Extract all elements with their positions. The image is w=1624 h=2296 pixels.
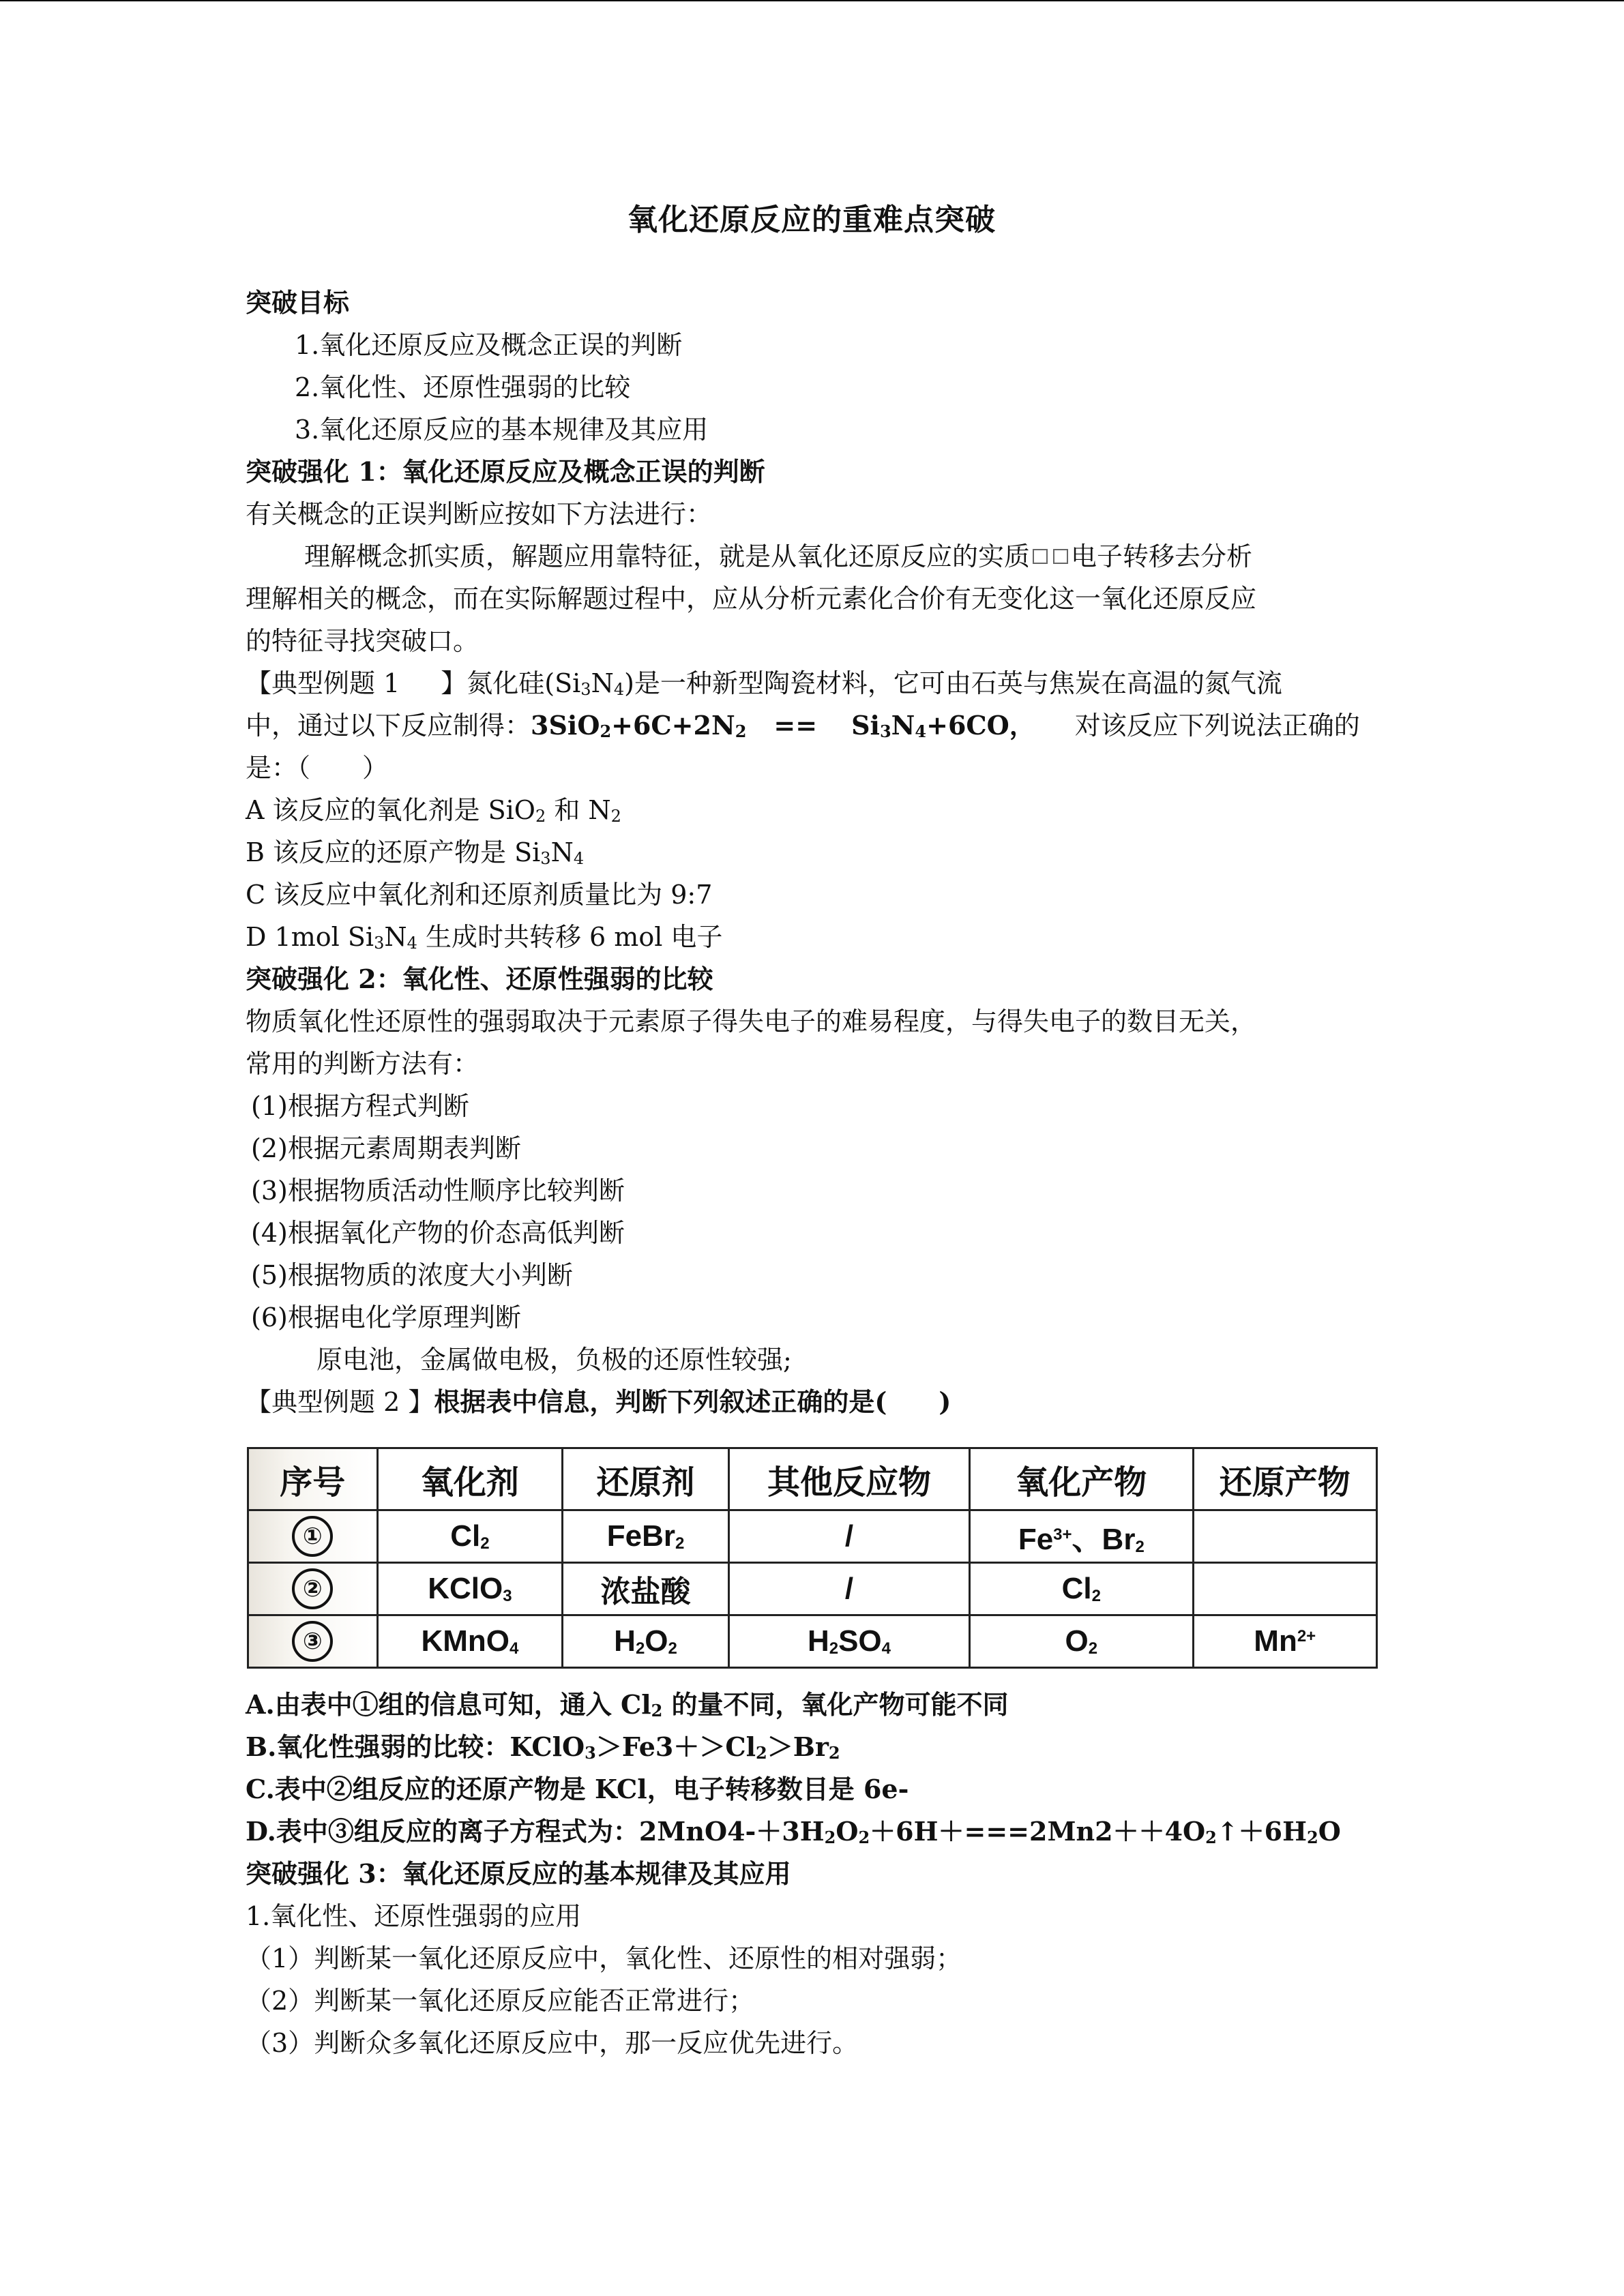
section3-item: （2）判断某一氧化还原反应能否正常进行； bbox=[246, 1986, 755, 2016]
example2-option-d: D.表中③组反应的离子方程式为：$2MnO4-+3H_2O_2+6H+===2Mn2++4O_2↑+6H_2O$ bbox=[246, 1816, 1341, 1847]
example1-label: 】 bbox=[441, 668, 467, 698]
method-item: (6)根据电化学原理判断 bbox=[251, 1302, 521, 1332]
section3-item: （1）判断某一氧化还原反应中，氧化性、还原性的相对强弱； bbox=[246, 1943, 962, 1973]
table-cell-reductant: 浓盐酸 bbox=[563, 1563, 729, 1615]
goal-item: 1.氧化还原反应及概念正误的判断 bbox=[295, 330, 683, 360]
table-header-cell: 还原剂 bbox=[563, 1448, 729, 1510]
section3-heading: 突破强化 3：氧化还原反应的基本规律及其应用 bbox=[246, 1858, 791, 1889]
table-cell-number: ① bbox=[248, 1510, 378, 1563]
section1-intro: 有关概念的正误判断应按如下方法进行： bbox=[246, 499, 713, 529]
example1-line: 中，通过以下反应制得：$3SiO_2+6C+2N_2 == Si_3N_4+6CO$， 对该反应下列说法正确的 bbox=[246, 710, 1360, 741]
example2-option-c: C.表中②组反应的还原产物是 KCl，电子转移数目是 6e- bbox=[246, 1774, 909, 1804]
method-item: (5)根据物质的浓度大小判断 bbox=[251, 1260, 573, 1290]
section2-paragraph-line: 常用的判断方法有： bbox=[246, 1049, 479, 1079]
section1-paragraph-text: 理解概念抓实质，解题应用靠特征，就是从氧化还原反应的实质 bbox=[304, 541, 1031, 571]
example2-option-a: A.由表中①组的信息可知，通入 $Cl_2$ 的量不同，氧化产物可能不同 bbox=[246, 1689, 1009, 1720]
page-title: 氧化还原反应的重难点突破 bbox=[628, 203, 996, 237]
table-header-cell: 氧化剂 bbox=[377, 1448, 563, 1510]
example2-line bbox=[246, 1386, 951, 1418]
example2-question: 根据表中信息，判断下列叙述正确的是( ) bbox=[434, 1386, 951, 1417]
table-cell-reductant: $H_2O_2$ bbox=[563, 1615, 729, 1668]
table-cell-reductant: FeBr$_2$ bbox=[563, 1510, 729, 1563]
table-cell-red-product bbox=[1193, 1563, 1377, 1615]
table-header-cell: 氧化产物 bbox=[970, 1448, 1193, 1510]
reaction-equation: $3SiO_2+6C+2N_2 == Si_3N_4+6CO$， bbox=[531, 710, 1035, 741]
table-header-cell: 还原产物 bbox=[1193, 1448, 1377, 1510]
table-cell-ox-product: $Fe^{3+}$、$Br_2$ bbox=[970, 1510, 1193, 1563]
table-cell-oxidant: KClO$_3$ bbox=[377, 1563, 563, 1615]
table-row bbox=[248, 1510, 1377, 1563]
reaction-table bbox=[247, 1447, 1378, 1669]
example1-option-b: B 该反应的还原产物是 $Si_3N_4$ bbox=[246, 837, 585, 868]
section3-subheading: 1.氧化性、还原性强弱的应用 bbox=[246, 1901, 582, 1931]
table-cell-ox-product: $O_2$ bbox=[970, 1615, 1193, 1668]
example1-option-c: C 该反应中氧化剂和还原剂质量比为 9:7 bbox=[246, 880, 713, 910]
method-item: (1)根据方程式判断 bbox=[251, 1091, 469, 1121]
example1-label: 【典型例题 1 bbox=[246, 668, 400, 698]
section1-paragraph-text: 电子转移去分析 bbox=[1071, 541, 1253, 571]
table-header-row bbox=[248, 1448, 1377, 1510]
goal-item: 3.氧化还原反应的基本规律及其应用 bbox=[295, 415, 709, 445]
table-cell-other: / bbox=[728, 1563, 969, 1615]
table-header-cell: 其他反应物 bbox=[728, 1448, 969, 1510]
goals-heading: 突破目标 bbox=[246, 287, 350, 318]
table-cell-number: ③ bbox=[248, 1615, 378, 1668]
missing-glyph-box bbox=[1053, 549, 1068, 564]
method-item: (3)根据物质活动性顺序比较判断 bbox=[251, 1176, 625, 1206]
method-item: (2)根据元素周期表判断 bbox=[251, 1133, 521, 1163]
table-cell-red-product bbox=[1193, 1510, 1377, 1563]
example2-label: 【典型例题 2 】 bbox=[246, 1387, 434, 1417]
section1-paragraph-line: 理解相关的概念，而在实际解题过程中，应从分析元素化合价有无变化这一氧化还原反应 bbox=[246, 584, 1257, 614]
table-cell-other: $H_2SO_4$ bbox=[728, 1615, 969, 1668]
example1-option-d: D 1mol $Si_3N_4$ 生成时共转移 6 mol 电子 bbox=[246, 922, 723, 953]
example2-option-b: B.氧化性强弱的比较：$KClO_3>Fe3+>Cl_2>Br_2$ bbox=[246, 1731, 840, 1763]
example1-option-a: A 该反应的氧化剂是 SiO$_2$ 和 $N_2$ bbox=[246, 795, 621, 826]
table-row bbox=[248, 1615, 1377, 1668]
section2-heading: 突破强化 2：氧化性、还原性强弱的比较 bbox=[246, 964, 713, 994]
missing-glyph-box bbox=[1033, 549, 1048, 564]
section1-heading: 突破强化 1：氧化还原反应及概念正误的判断 bbox=[246, 456, 765, 487]
top-border-line bbox=[0, 0, 1624, 1]
table-cell-ox-product: $Cl_2$ bbox=[970, 1563, 1193, 1615]
table-row bbox=[248, 1563, 1377, 1615]
table-cell-oxidant: KMnO$_4$ bbox=[377, 1615, 563, 1668]
section1-paragraph-line bbox=[304, 540, 1252, 573]
method-item: (4)根据氧化产物的价态高低判断 bbox=[251, 1218, 625, 1248]
table-cell-oxidant: $Cl_2$ bbox=[377, 1510, 563, 1563]
section1-paragraph-line: 的特征寻找突破口。 bbox=[246, 626, 479, 656]
table-header-cell: 序号 bbox=[248, 1448, 378, 1510]
goal-item: 2.氧化性、还原性强弱的比较 bbox=[295, 372, 631, 402]
example1-line: 【典型例题 1 】氮化硅$(Si_3N_4)$是一种新型陶瓷材料，它可由石英与焦炭在高温的氮气流 bbox=[246, 668, 1282, 699]
method6-note: 原电池，金属做电极，负极的还原性较强; bbox=[316, 1345, 792, 1375]
section3-item: （3）判断众多氧化还原反应中，那一反应优先进行。 bbox=[246, 2028, 859, 2058]
section2-paragraph-line: 物质氧化性还原性的强弱取决于元素原子得失电子的难易程度，与得失电子的数目无关， bbox=[246, 1007, 1257, 1037]
table-cell-other: / bbox=[728, 1510, 969, 1563]
table-cell-number: ② bbox=[248, 1563, 378, 1615]
table-cell-red-product: $Mn^{2+}$ bbox=[1193, 1615, 1377, 1668]
example1-line: 是：（ ） bbox=[246, 753, 389, 783]
